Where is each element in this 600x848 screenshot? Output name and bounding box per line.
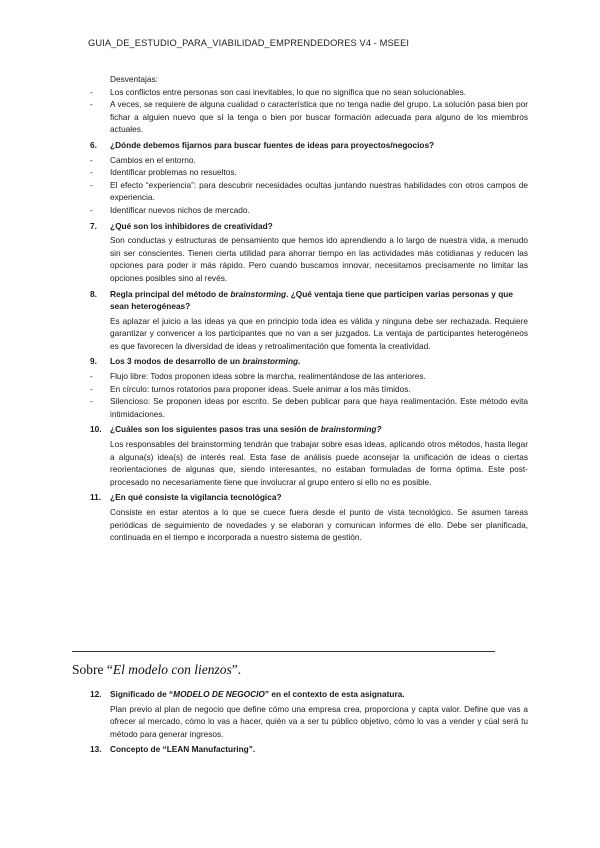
- question-9: 9. Los 3 modos de desarrollo de un brainstorming.: [90, 356, 301, 367]
- list-item: - Identificar nuevos nichos de mercado.: [90, 204, 250, 215]
- question-6: 6. ¿Dónde debemos fijarnos para buscar fuentes de ideas para proyectos/negocios?: [90, 139, 435, 150]
- list-item: - A veces, se requiere de alguna cualidad o característica que no tenga nadie del grupo. La solución pasa bien por fichar a alguien nuevo que sí la tenga o bien por buscar formación adecuada para alguno de los miembros actuales.: [90, 99, 528, 135]
- list-item: - El efecto “experiencia”: para descubrir necesidades ocultas juntando nuestras habilidades con otros campos de experiencia.: [90, 179, 528, 203]
- list-item: - En círculo: turnos rotatorios para proponer ideas. Suele animar a los más tímidos.: [90, 383, 411, 394]
- desventajas-label: Desventajas:: [110, 74, 158, 84]
- answer-12: Plan previo al plan de negocio que define cómo una empresa crea, proporciona y capta valor. Define que vas a ofrecer al mercado, cómo lo vas a hacer, quién va a ser tu público objetivo, cómo lo vas a vender y cúal será tu método para generar ingresos.: [110, 703, 528, 739]
- question-13: 13. Concepto de “LEAN Manufacturing”.: [90, 744, 256, 755]
- list-item: - Silencioso: Se proponen ideas por escrito. Se deben publicar para que haya realimentación. Este método evita intimidaciones.: [90, 396, 528, 419]
- list-item: - Los conflictos entre personas son casi inevitables, lo que no significa que no sean solucionables.: [90, 86, 467, 97]
- document-body: [88, 73, 528, 544]
- list-item: - Cambios en el entorno.: [90, 154, 196, 165]
- question-7: 7. ¿Qué son los inhibidores de creatividad?: [90, 220, 273, 231]
- answer-10: Los responsables del brainstorming tendrán que trabajar sobre esas ideas, aplicando otros métodos, hasta llegar a alguna(s) idea(s) de interés real. Esta fase de análisis puede aconsejar la unificación de ideas o ciertas reorientaciones de algunas que, siendo interesantes, no estaban formuladas de forma óptima. Este post-procesado no necesariamente tiene que involucrar al grupo entero si ello no es posible.: [110, 439, 528, 487]
- list-item: - Identificar problemas no resueltos.: [90, 167, 237, 178]
- answer-8: Es aplazar el juicio a las ideas ya que en principio toda idea es válida y ninguna debe ser rechazada. Requiere garantizar y convencer a los participantes que no van a ser juzgados. La ventaja de participantes heterogéneos es que favorecen la diversidad de ideas y retroalimentación que fomenta la creatividad.: [110, 315, 528, 351]
- answer-7: Son conductas y estructuras de pensamiento que hemos ido aprendiendo a lo largo de nuestra vida, a menudo sin ser conscientes. Tienen cierta utilidad para ahorrar tiempo en las actividades más cotidianas y reducen las opciones para poder ir más rápido. Pero cuando buscamos innovar, necesitamos precisamente no limitar las opciones posibles sino al revés.: [110, 235, 528, 283]
- question-10: 10. ¿Cuáles son los siguientes pasos tras una sesión de brainstorming?: [90, 424, 382, 435]
- section-body: [88, 685, 528, 758]
- answer-11: Consiste en estar atentos a lo que se cuece fuera desde el punto de vista tecnológico. Se asumen tareas periódicas de seguimiento de novedades y se elaboran y comunican informes de ello. Debe ser planificada, continuada en el tiempo e incorporada a nuestro sistema de gestión.: [110, 507, 528, 543]
- question-12: 12. Significado de “MODELO DE NEGOCIO” en el contexto de esta asignatura.: [90, 689, 405, 699]
- page-header: GUIA_DE_ESTUDIO_PARA_VIABILIDAD_EMPRENDEDORES V4 - MSEEI: [88, 38, 410, 48]
- section-divider: [72, 651, 495, 652]
- question-8: 8. Regla principal del método de brainstorming. ¿Qué ventaja tiene que participen varias personas y que sean heterogéneas?: [90, 288, 513, 312]
- question-11: 11. ¿En qué consiste la vigilancia tecnológica?: [90, 492, 282, 503]
- list-item: - Flujo libre: Todos proponen ideas sobre la marcha, realimentándose de las anteriores.: [90, 371, 426, 382]
- section-title: Sobre “El modelo con lienzos”.: [72, 662, 242, 677]
